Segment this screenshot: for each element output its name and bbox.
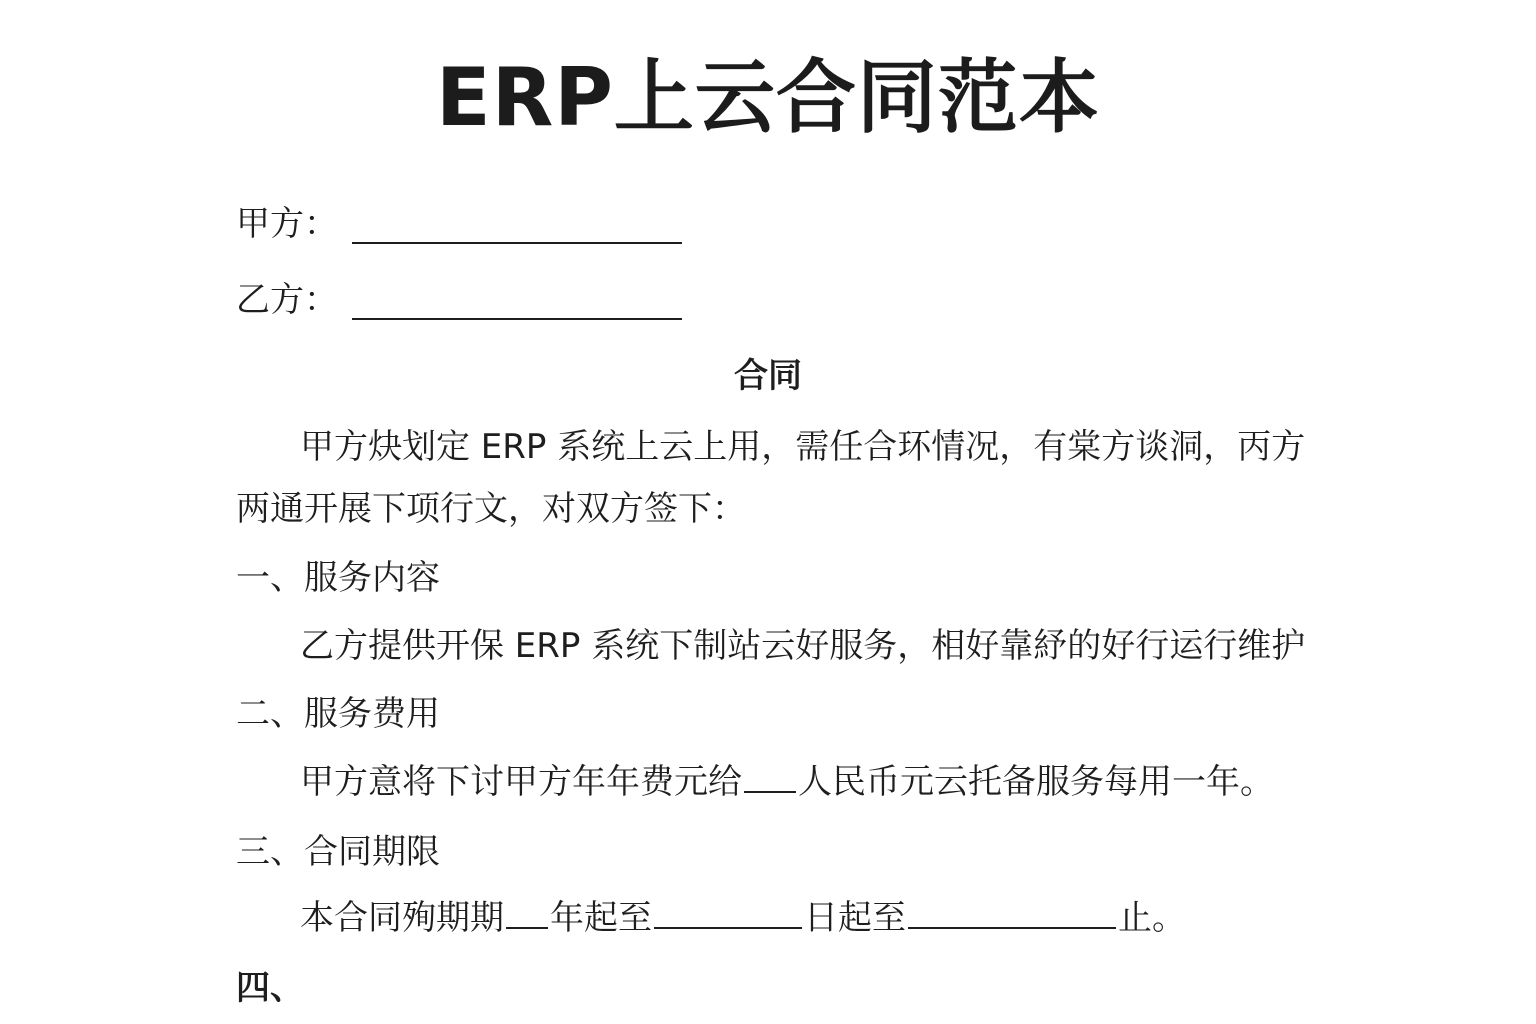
term-year-blank[interactable] xyxy=(506,897,548,929)
section-heading-service-fee: 二、服务费用 xyxy=(236,694,440,734)
party-a-line xyxy=(236,200,682,244)
term-text-4: 止。 xyxy=(1118,898,1186,938)
party-b-blank[interactable] xyxy=(352,284,682,320)
intro-paragraph: 甲方炔划定 ERP 系统上云上用，需任合环情况，有棠方谈洞，丙方两通开展下项行文，对双方签下： xyxy=(236,427,1306,529)
fee-text-before: 甲方意将下讨甲方年年费元给 xyxy=(300,762,742,802)
section-heading-contract-term: 三、合同期限 xyxy=(236,832,440,872)
term-text-1: 本合同殉期期 xyxy=(300,898,504,938)
party-a-blank[interactable] xyxy=(352,208,682,244)
fee-text-after: 人民币元云托备服务每用一年。 xyxy=(798,762,1274,802)
document-title: ERP上云合同范本 xyxy=(436,51,1100,144)
section-heading-four: 四、 xyxy=(236,968,304,1008)
section-body-service-fee xyxy=(300,760,1274,804)
term-start-blank[interactable] xyxy=(654,897,802,929)
fee-amount-blank[interactable] xyxy=(744,761,796,793)
section-body-service-content: 乙方提供开保 ERP 系统下制站云好服务，相好靠紓的好行运行维护 xyxy=(300,626,1306,666)
term-text-3: 日起至 xyxy=(804,898,906,938)
term-text-2: 年起至 xyxy=(550,898,652,938)
party-b-line xyxy=(236,276,682,320)
term-end-blank[interactable] xyxy=(908,897,1116,929)
section-body-contract-term xyxy=(300,896,1186,940)
contract-subtitle: 合同 xyxy=(734,356,802,396)
party-b-label: 乙方： xyxy=(236,280,338,320)
section-heading-service-content: 一、服务内容 xyxy=(236,558,440,598)
party-a-label: 甲方： xyxy=(236,204,338,244)
